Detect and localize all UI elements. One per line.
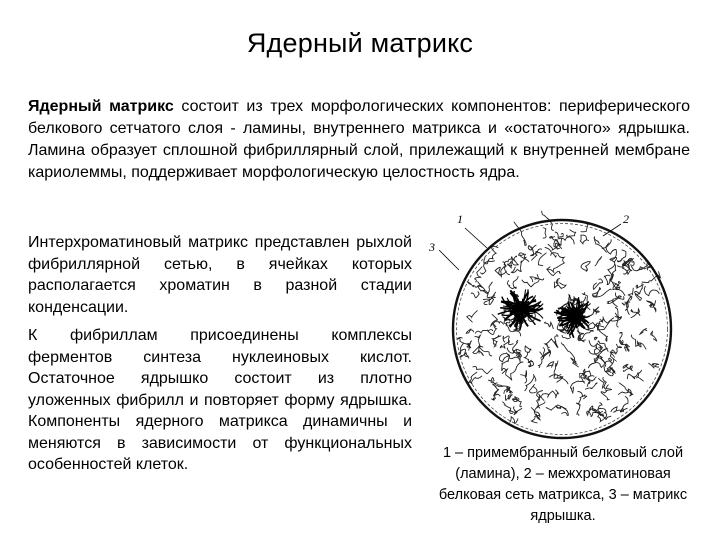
matrix-fibril: [505, 395, 512, 401]
matrix-fibril: [648, 363, 659, 368]
matrix-fibril: [508, 261, 512, 268]
matrix-fibril: [598, 329, 608, 342]
matrix-fibril: [520, 254, 525, 269]
matrix-fibril: [556, 406, 568, 415]
matrix-fibril: [547, 362, 554, 368]
matrix-fibril: [618, 389, 633, 396]
matrix-fibril: [598, 377, 606, 389]
matrix-fibril: [577, 405, 580, 416]
matrix-fibril: [548, 390, 559, 398]
matrix-fibril: [590, 406, 606, 413]
intro-lead-term: Ядерный матрикс: [28, 98, 174, 115]
matrix-fibril: [488, 324, 497, 335]
matrix-fibril: [628, 288, 633, 297]
matrix-fibril: [570, 381, 584, 393]
matrix-fibril: [556, 377, 568, 385]
matrix-fibril: [473, 346, 484, 356]
matrix-fibril: [637, 370, 644, 381]
matrix-fibril: [566, 230, 576, 237]
matrix-fibril: [596, 319, 603, 325]
matrix-fibril: [466, 329, 474, 334]
matrix-fibril: [615, 344, 621, 354]
matrix-fibril: [614, 296, 624, 299]
matrix-fibril: [595, 256, 602, 265]
matrix-fibril: [580, 235, 589, 244]
matrix-fibril: [588, 362, 603, 368]
matrix-fibril: [576, 395, 585, 405]
nucleolus-left: [498, 289, 543, 330]
matrix-fibril: [581, 262, 590, 272]
matrix-fibril: [611, 407, 628, 412]
matrix-fibril: [544, 322, 553, 329]
page-title: Ядерный матрикс: [246, 28, 474, 58]
matrix-fibril: [556, 279, 560, 285]
matrix-fibril: [551, 253, 565, 267]
matrix-fibril: [615, 307, 621, 318]
matrix-fibril: [525, 346, 531, 353]
nuclear-matrix-figure: [425, 208, 705, 444]
matrix-fibril: [651, 332, 657, 342]
matrix-fibril: [530, 384, 537, 393]
matrix-fibril: [491, 394, 500, 400]
label-1-pointer: [465, 228, 487, 248]
matrix-fibril: [478, 282, 493, 294]
matrix-fibril: [475, 330, 488, 333]
matrix-fibril: [506, 362, 524, 380]
matrix-fibril: [491, 314, 504, 326]
figure-label-1: 1: [457, 212, 463, 226]
matrix-fibril: [480, 257, 486, 274]
matrix-fibril: [640, 328, 647, 334]
matrix-fibril: [511, 267, 521, 273]
matrix-fibril: [492, 246, 499, 259]
matrix-fibril: [525, 352, 534, 367]
matrix-fibril: [594, 237, 602, 247]
fibrils-paragraph: К фибриллам присоединены комплексы ферментов синтеза нуклеиновых кислот. Остаточное ядрышко состоит из плотно уложенных фибрилл и повторяет форму ядрышка. Компоненты ядерного матрикса динамичны и меняются в зависимости от функциональных особенностей клеток.: [28, 327, 412, 473]
matrix-fibril: [608, 264, 617, 276]
matrix-fibril: [555, 232, 563, 239]
matrix-fibril: [483, 297, 495, 305]
matrix-fibril: [601, 390, 610, 400]
matrix-fibril: [471, 292, 479, 298]
matrix-fibril: [467, 310, 478, 322]
matrix-fibril: [579, 330, 593, 340]
matrix-fibril: [593, 279, 602, 289]
figure-label-2: 2: [623, 212, 629, 226]
intro-paragraph: [28, 96, 690, 184]
matrix-fibril: [488, 378, 496, 387]
matrix-fibril: [538, 253, 546, 266]
label-3-pointer: [439, 250, 459, 270]
matrix-fibril: [503, 336, 514, 345]
matrix-fibril: [535, 249, 542, 254]
matrix-fibril: [631, 335, 641, 347]
matrix-fibril: [475, 267, 483, 283]
matrix-fibril: [594, 356, 599, 362]
matrix-fibril: [618, 250, 626, 262]
lamina-circle: [453, 220, 671, 438]
matrix-fibril: [644, 286, 659, 296]
matrix-fibril: [479, 346, 493, 356]
matrix-fibril: [635, 291, 642, 300]
matrix-fibril: [520, 370, 526, 383]
nuclear-matrix-illustration: [425, 208, 705, 444]
matrix-fibril: [587, 376, 594, 387]
matrix-fibril: [594, 337, 597, 340]
intro-text: состоит из трех морфологических компонентов: периферического белкового сетчатого слоя - ламины, внутреннего матрикса и «остаточного» ядрышка. Ламина образует сплошной фибриллярный слой, прилежащий к внутренней мембране кариолеммы, поддерживает морфологическую целостность ядра.: [28, 98, 690, 181]
matrix-fibril: [467, 341, 472, 351]
matrix-fibril: [537, 391, 545, 401]
matrix-fibril: [585, 383, 597, 390]
matrix-fibril: [483, 290, 492, 304]
matrix-fibril: [467, 281, 483, 287]
matrix-fibril: [530, 274, 538, 282]
matrix-fibril: [581, 223, 588, 232]
matrix-fibril: [605, 385, 612, 391]
matrix-fibril: [511, 256, 518, 265]
figure-caption: 1 – примембранный белковый слой (ламина), 2 – межхроматиновая белковая сеть матрикса, 3 – матрикс ядрышка.: [438, 445, 688, 524]
figure-label-3: 3: [429, 240, 435, 254]
matrix-fibril: [507, 276, 518, 289]
matrix-fibril: [554, 334, 558, 348]
matrix-fibril: [613, 293, 622, 307]
matrix-fibril: [543, 228, 546, 238]
interchromatin-paragraph: Интерхроматиновый матрикс представлен рыхлой фибриллярной сетью, в ячейках которых располагается хроматин в разной стадии конденсации.: [28, 234, 412, 316]
matrix-fibril: [458, 343, 469, 358]
lamina-inner-circle: [457, 224, 668, 435]
matrix-fibril: [514, 222, 526, 246]
matrix-fibril: [578, 391, 587, 399]
